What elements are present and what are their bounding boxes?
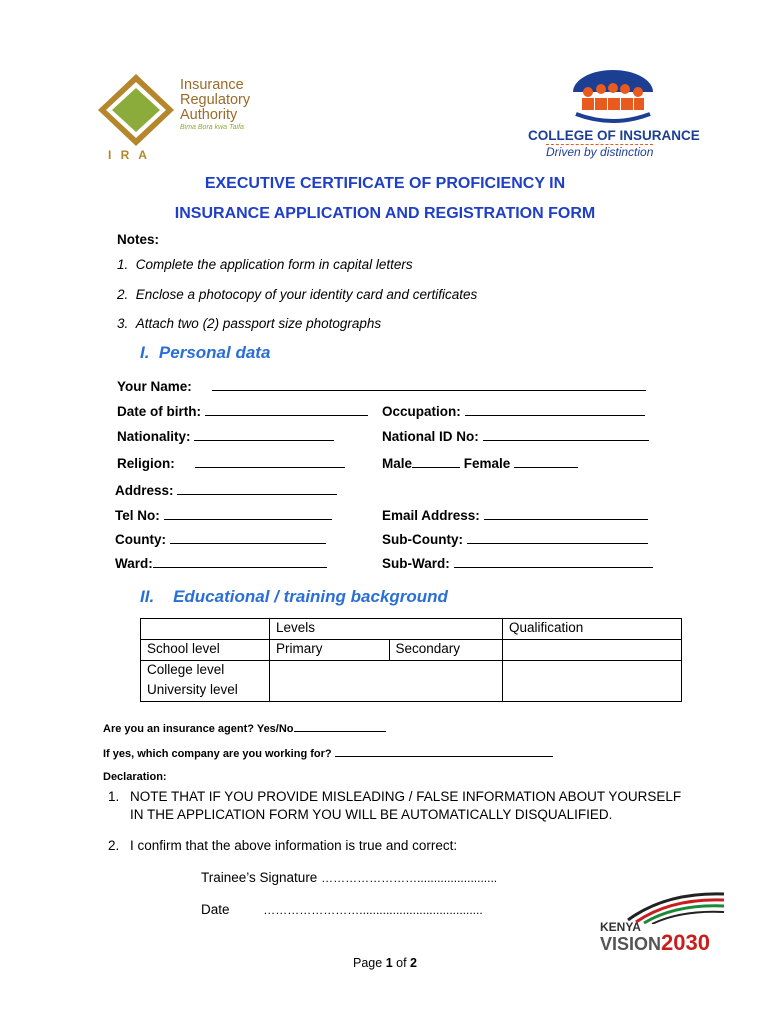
field-line [294, 721, 386, 732]
field-line [484, 507, 648, 520]
field-label: National ID No: [382, 429, 479, 444]
subcounty-field[interactable] [382, 531, 648, 547]
national-id-field[interactable] [382, 428, 649, 444]
section-title: Personal data [158, 343, 271, 362]
vision-year: 2030 [661, 930, 710, 955]
male-line [412, 455, 460, 468]
field-line [195, 455, 345, 468]
section-personal-data [140, 343, 270, 363]
ward-field[interactable] [115, 555, 327, 571]
gender-field[interactable] [382, 455, 578, 471]
section-num: I. [140, 343, 150, 362]
notes-heading: Notes: [117, 232, 160, 247]
company-question[interactable] [103, 746, 553, 760]
field-line [454, 555, 653, 568]
male-label: Male [382, 456, 413, 471]
table-row [141, 640, 682, 661]
page-total: 2 [410, 956, 417, 970]
agent-question[interactable] [103, 721, 386, 735]
vision-kenya: KENYA [600, 920, 641, 934]
email-field[interactable] [382, 507, 648, 523]
declaration-num: 2. [108, 838, 120, 853]
field-label: Your Name: [117, 379, 192, 394]
kenya-vision-logo [596, 890, 716, 960]
date-label: Date [201, 902, 230, 917]
education-table [140, 618, 682, 702]
title-line1: EXECUTIVE CERTIFICATE OF PROFICIENCY IN [204, 175, 566, 192]
table-cell[interactable] [503, 661, 682, 702]
coi-emblem-icon [568, 70, 658, 128]
note-text: Enclose a photocopy of your identity card and certificates [135, 287, 478, 302]
page-of: of [396, 956, 407, 970]
female-line [514, 455, 578, 468]
ira-abbr: I R A [108, 148, 150, 162]
signature-label: Trainee’s Signature [201, 870, 318, 885]
vision-wordmark [600, 930, 710, 956]
dob-field[interactable] [117, 403, 368, 419]
ira-line3: Authority [180, 107, 238, 123]
page-current: 1 [385, 956, 393, 970]
table-row [141, 619, 682, 640]
field-line [194, 428, 334, 441]
county-field[interactable] [115, 531, 326, 547]
field-line [335, 746, 553, 757]
ira-line2: Regulatory [180, 92, 251, 108]
question-label: Are you an insurance agent? Yes/No [103, 723, 294, 735]
field-line [467, 531, 648, 544]
field-label: Tel No: [115, 508, 160, 523]
field-line [153, 555, 327, 568]
nationality-field[interactable] [117, 428, 334, 444]
title-line2: INSURANCE APPLICATION AND REGISTRATION FORM [174, 205, 596, 222]
note-item [117, 316, 381, 331]
field-line [164, 507, 332, 520]
field-line [177, 482, 337, 495]
vision-swoosh-icon [626, 890, 726, 924]
table-cell [141, 619, 270, 640]
your-name-field[interactable] [117, 378, 646, 394]
field-label: Email Address: [382, 508, 480, 523]
declaration-heading: Declaration: [103, 771, 167, 783]
note-item [117, 257, 413, 272]
table-row [141, 661, 682, 682]
field-line [483, 428, 649, 441]
coi-name: COLLEGE OF INSURANCE [528, 128, 700, 143]
row-label: College level [141, 661, 270, 682]
field-line [212, 378, 646, 391]
primary-header: Primary [270, 640, 390, 661]
declaration-line1: NOTE THAT IF YOU PROVIDE MISLEADING / FALSE INFORMATION ABOUT YOURSELF [130, 789, 682, 804]
vision-text: VISION [600, 934, 662, 954]
tel-field[interactable] [115, 507, 332, 523]
field-label: County: [115, 532, 166, 547]
field-label: Sub-County: [382, 532, 463, 547]
page-number [0, 956, 770, 970]
levels-header: Levels [270, 619, 503, 640]
field-label: Address: [115, 483, 174, 498]
religion-field[interactable] [117, 455, 345, 471]
table-cell[interactable] [270, 661, 503, 702]
note-text: Attach two (2) passport size photographs [135, 316, 382, 331]
address-field[interactable] [115, 482, 337, 498]
secondary-header: Secondary [389, 640, 503, 661]
ira-tagline: Bima Bora kwa Taifa [180, 124, 244, 131]
field-line [205, 403, 368, 416]
section-num: II. [140, 587, 155, 606]
field-label: Ward: [115, 556, 153, 571]
field-label: Date of birth: [117, 404, 201, 419]
field-line [170, 531, 326, 544]
section-education [140, 587, 448, 607]
date-field[interactable] [201, 902, 483, 917]
row-label: University level [141, 681, 270, 702]
section-title: Educational / training background [173, 587, 448, 606]
field-line [465, 403, 645, 416]
ira-emblem-icon [96, 72, 176, 152]
note-num: 3. [117, 316, 129, 331]
coi-logo [528, 70, 700, 162]
note-num: 1. [117, 257, 129, 272]
note-item [117, 287, 477, 302]
ira-logo [96, 72, 266, 167]
field-label: Sub-Ward: [382, 556, 450, 571]
field-label: Religion: [117, 456, 175, 471]
signature-field[interactable] [201, 870, 497, 885]
note-num: 2. [117, 287, 129, 302]
declaration-line2: IN THE APPLICATION FORM YOU WILL BE AUTOMATICALLY DISQUALIFIED. [130, 807, 613, 822]
ira-line1: Insurance [180, 77, 244, 93]
page-label: Page [353, 956, 383, 970]
table-cell[interactable] [503, 640, 682, 661]
field-label: Occupation: [382, 404, 461, 419]
coi-tagline: Driven by distinction [546, 145, 654, 159]
date-line: ……………………..................................... [263, 903, 483, 917]
declaration-num: 1. [108, 789, 120, 804]
question-label: If yes, which company are you working for? [103, 748, 332, 760]
occupation-field[interactable] [382, 403, 645, 419]
row-label: School level [141, 640, 270, 661]
subward-field[interactable] [382, 555, 653, 571]
declaration-text: I confirm that the above information is true and correct: [130, 838, 458, 853]
field-label: Nationality: [117, 429, 191, 444]
signature-line: ……………………........................ [321, 871, 498, 885]
qualification-header: Qualification [503, 619, 682, 640]
note-text: Complete the application form in capital letters [135, 257, 413, 272]
female-label: Female [463, 456, 511, 471]
